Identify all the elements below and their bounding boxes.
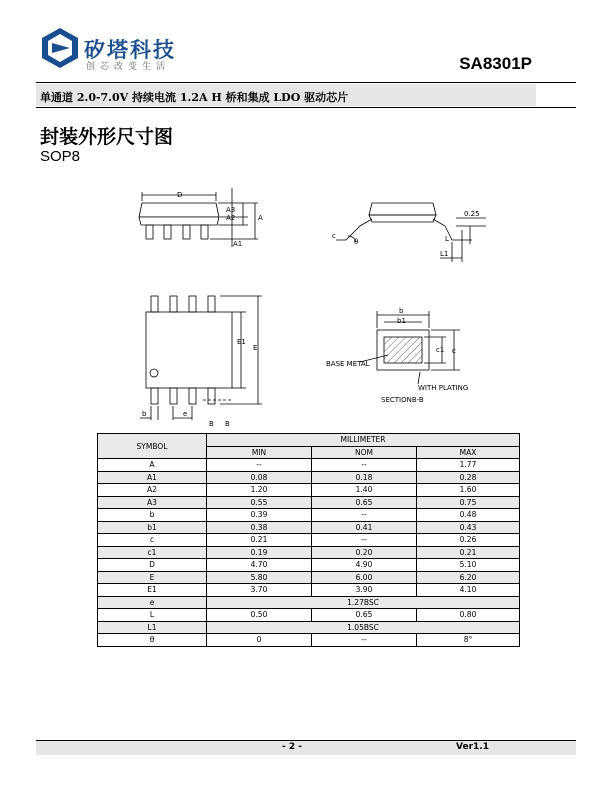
cell-min: 0.39	[207, 509, 312, 522]
cell-nom: 0.20	[312, 546, 417, 559]
cell-max: 0.80	[417, 609, 520, 622]
cell-min: 3.70	[207, 584, 312, 597]
min-header: MIN	[207, 446, 312, 459]
label-a: A	[258, 214, 263, 222]
cell-max: 1.60	[417, 484, 520, 497]
table-row	[98, 546, 520, 559]
cell-sym: b	[98, 509, 207, 522]
cell-sym: E1	[98, 584, 207, 597]
cell-max: 0.48	[417, 509, 520, 522]
label-a1: A1	[233, 240, 243, 248]
label-theta: θ	[354, 238, 359, 246]
version: Ver1.1	[456, 742, 489, 752]
cell-span: 1.05BSC	[207, 621, 520, 634]
cell-span: 1.27BSC	[207, 596, 520, 609]
label-e-pitch: e	[183, 410, 188, 418]
cell-min: 5.80	[207, 571, 312, 584]
label-l1: L1	[440, 250, 449, 258]
cell-max: 5.10	[417, 559, 520, 572]
cell-max: 0.21	[417, 546, 520, 559]
top-view-drawing	[140, 296, 262, 420]
cell-nom: 4.90	[312, 559, 417, 572]
cell-min: 1.20	[207, 484, 312, 497]
cell-sym: E	[98, 571, 207, 584]
label-sec-c1: c1	[436, 346, 445, 354]
label-gauge: 0.25	[464, 210, 480, 218]
cell-min: 0	[207, 634, 312, 647]
package-name: SOP8	[40, 148, 81, 165]
label-l: L	[445, 235, 449, 243]
cell-max: 8°	[417, 634, 520, 647]
cell-sym: b1	[98, 521, 207, 534]
cell-sym: A	[98, 459, 207, 472]
label-sec-b: b	[399, 307, 404, 315]
cell-min: --	[207, 459, 312, 472]
label-with-plating: WITH PLATING	[418, 384, 469, 392]
table-row	[98, 509, 520, 522]
cell-max: 0.75	[417, 496, 520, 509]
cell-sym: A3	[98, 496, 207, 509]
nom-header: NOM	[312, 446, 417, 459]
label-a2: A2	[226, 214, 236, 222]
cell-sym: A1	[98, 471, 207, 484]
max-header: MAX	[417, 446, 520, 459]
table-row	[98, 471, 520, 484]
cell-sym: e	[98, 596, 207, 609]
label-sec-c: c	[452, 347, 456, 355]
cell-sym: A2	[98, 484, 207, 497]
label-sec-b1: b1	[397, 317, 406, 325]
label-a3: A3	[226, 206, 236, 214]
document-subtitle: 单通道 2.0-7.0V 持续电流 1.2A H 桥和集成 LDO 驱动芯片	[40, 91, 349, 104]
cell-min: 4.70	[207, 559, 312, 572]
table-row	[98, 609, 520, 622]
table-row	[98, 634, 520, 647]
part-number: SA8301P	[459, 54, 532, 73]
table-row	[98, 534, 520, 547]
cell-nom: 0.65	[312, 496, 417, 509]
label-e1: E1	[237, 338, 246, 346]
symbol-header: SYMBOL	[98, 434, 207, 459]
cell-nom: --	[312, 459, 417, 472]
label-bb2: B	[225, 420, 230, 428]
side-view-drawing	[139, 188, 258, 247]
page-number: - 2 -	[282, 742, 302, 752]
cell-nom: 1.40	[312, 484, 417, 497]
section-title: 封装外形尺寸图	[40, 126, 174, 148]
cell-sym: L	[98, 609, 207, 622]
cell-min: 0.55	[207, 496, 312, 509]
cell-nom: 0.41	[312, 521, 417, 534]
table-row	[98, 571, 520, 584]
cell-max: 4.10	[417, 584, 520, 597]
dimension-table	[97, 433, 520, 647]
millimeter-header: MILLIMETER	[207, 434, 520, 447]
cell-nom: --	[312, 634, 417, 647]
label-base-metal: BASE METAL	[326, 360, 370, 368]
company-slogan: 创芯改变生活	[86, 62, 171, 72]
table-row	[98, 596, 520, 609]
cell-max: 0.43	[417, 521, 520, 534]
cell-sym: c	[98, 534, 207, 547]
table-row	[98, 559, 520, 572]
cell-min: 0.08	[207, 471, 312, 484]
cell-max: 0.28	[417, 471, 520, 484]
label-d: D	[177, 191, 183, 199]
cell-nom: 0.65	[312, 609, 417, 622]
cell-sym: c1	[98, 546, 207, 559]
cell-sym: L1	[98, 621, 207, 634]
label-section: SECTIONB-B	[381, 396, 424, 404]
label-c: c	[332, 232, 336, 240]
table-row	[98, 496, 520, 509]
label-bb1: B	[209, 420, 214, 428]
cell-nom: --	[312, 534, 417, 547]
table-row	[98, 484, 520, 497]
table-row	[98, 459, 520, 472]
label-e-big: E	[253, 344, 258, 352]
table-header-row	[98, 434, 520, 447]
label-b: b	[142, 410, 147, 418]
cell-max: 6.20	[417, 571, 520, 584]
cell-min: 0.21	[207, 534, 312, 547]
cell-sym: D	[98, 559, 207, 572]
cell-min: 0.50	[207, 609, 312, 622]
table-row	[98, 621, 520, 634]
cell-max: 0.26	[417, 534, 520, 547]
footer-bar	[36, 740, 576, 755]
cell-min: 0.19	[207, 546, 312, 559]
cell-max: 1.77	[417, 459, 520, 472]
cell-nom: 0.18	[312, 471, 417, 484]
table-row	[98, 584, 520, 597]
cell-nom: --	[312, 509, 417, 522]
cell-min: 0.38	[207, 521, 312, 534]
section-drawing	[360, 311, 460, 384]
cell-nom: 6.00	[312, 571, 417, 584]
cell-sym: θ	[98, 634, 207, 647]
cell-nom: 3.90	[312, 584, 417, 597]
table-row	[98, 521, 520, 534]
company-name: 矽塔科技	[84, 38, 176, 62]
